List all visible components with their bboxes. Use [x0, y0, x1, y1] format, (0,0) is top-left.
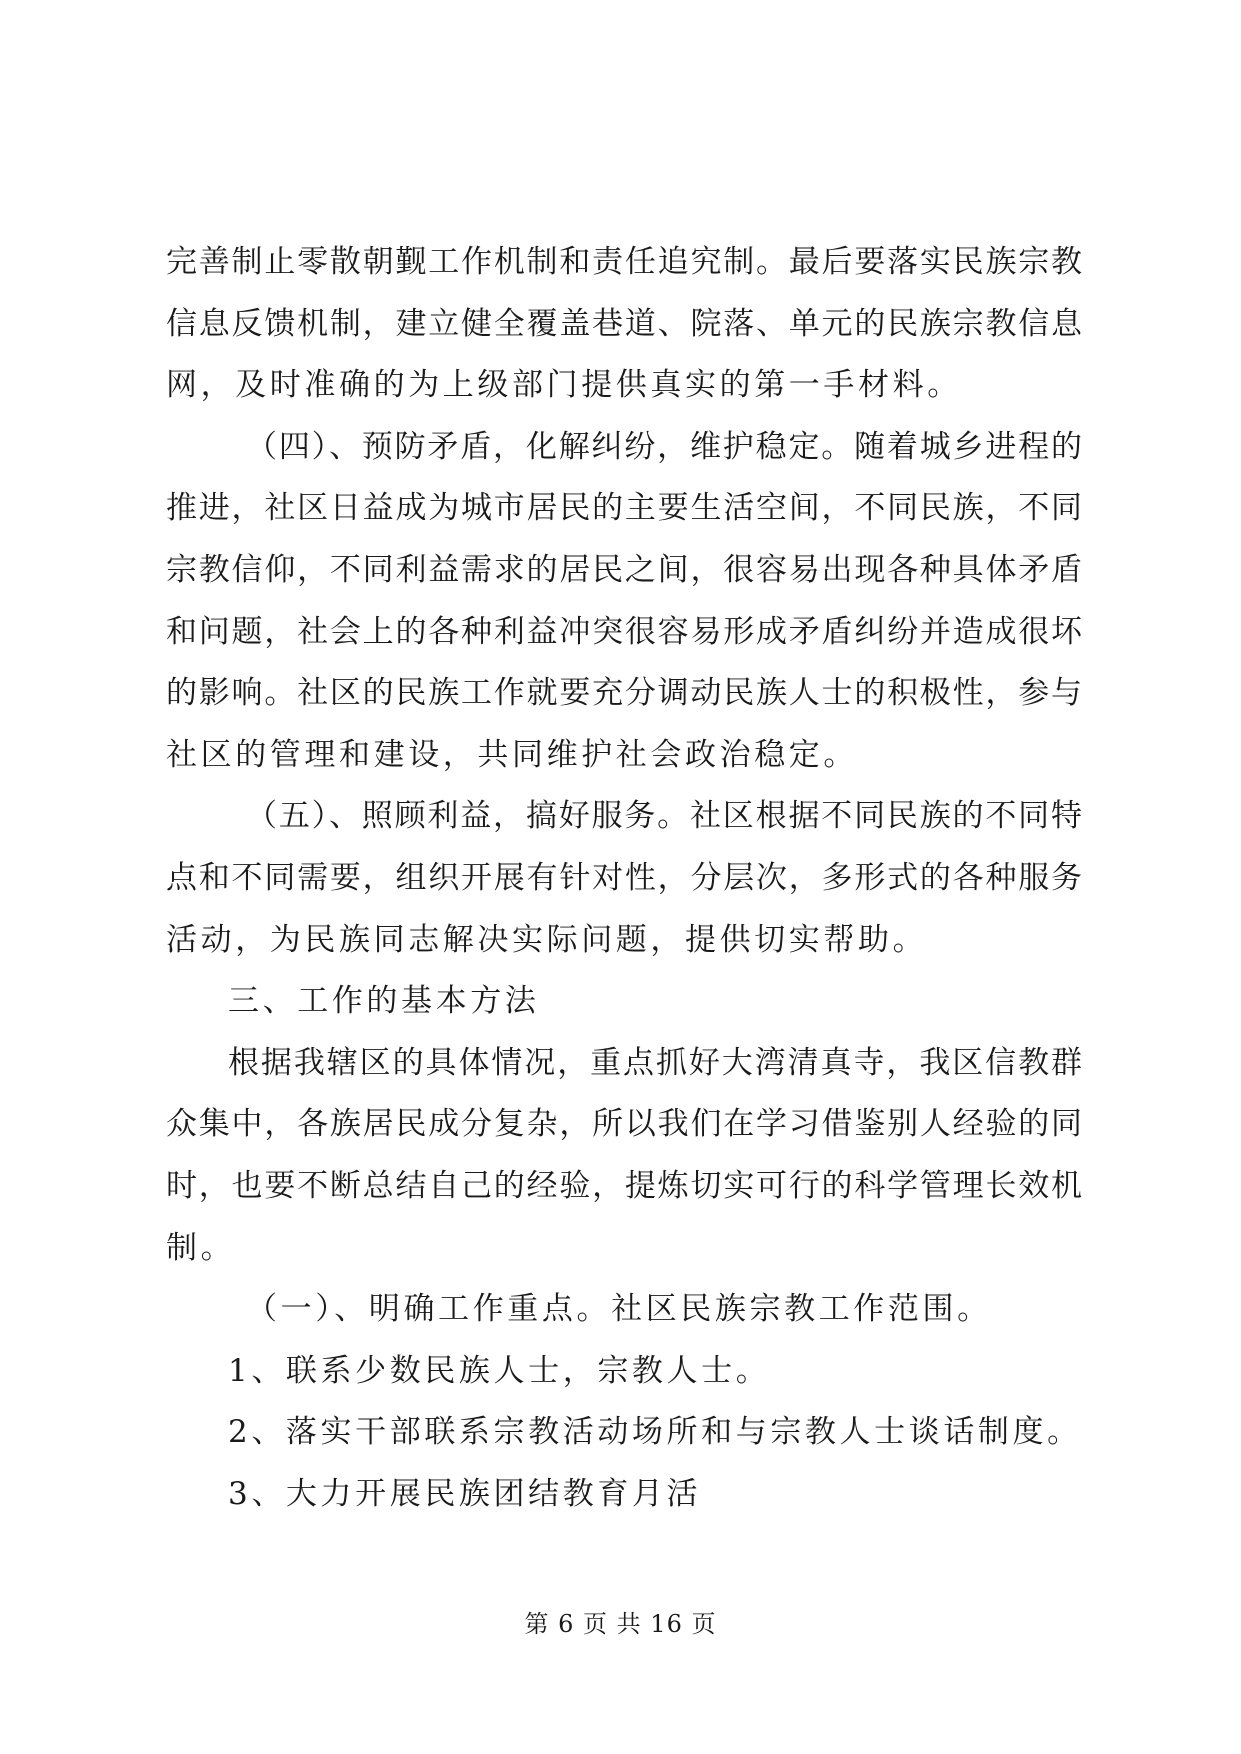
text-line: 活动，为民族同志解决实际问题，提供切实帮助。 [166, 921, 928, 958]
text-line: 和问题，社会上的各种利益冲突很容易形成矛盾纠纷并造成很坏 [166, 613, 1082, 650]
text-line: 网，及时准确的为上级部门提供真实的第一手材料。 [166, 367, 962, 404]
list-item: 2、落实干部联系宗教活动场所和与宗教人士谈话制度。 [228, 1414, 1082, 1451]
text-line: 众集中，各族居民成分复杂，所以我们在学习借鉴别人经验的同 [166, 1106, 1082, 1143]
text-line: 社区的管理和建设，共同维护社会政治稳定。 [166, 736, 858, 773]
list-item: 1、联系少数民族人士，宗教人士。 [228, 1352, 771, 1389]
paragraph-heading-1: （一）、明确工作重点。社区民族宗教工作范围。 [246, 1291, 992, 1328]
section-heading: 三、工作的基本方法 [228, 983, 540, 1020]
paragraph-heading-5: （五）、照顾利益，搞好服务。社区根据不同民族的不同特 [246, 798, 1082, 835]
text-line: 制。 [166, 1229, 236, 1266]
body-text [166, 232, 1082, 1525]
paragraph-heading-4: （四）、预防矛盾，化解纠纷，维护稳定。随着城乡进程的 [246, 428, 1082, 465]
text-line: 的影响。社区的民族工作就要充分调动民族人士的积极性，参与 [166, 675, 1082, 712]
text-line: 推进，社区日益成为城市居民的主要生活空间，不同民族，不同 [166, 490, 1082, 527]
list-item: 3、大力开展民族团结教育月活 [228, 1475, 702, 1512]
text-line: 时，也要不断总结自己的经验，提炼切实可行的科学管理长效机 [166, 1167, 1082, 1204]
text-line: 根据我辖区的具体情况，重点抓好大湾清真寺，我区信教群 [228, 1044, 1082, 1081]
text-line: 点和不同需要，组织开展有针对性，分层次，多形式的各种服务 [166, 859, 1082, 896]
page-number: 第 6 页 共 16 页 [524, 1610, 717, 1638]
text-line: 宗教信仰，不同利益需求的居民之间，很容易出现各种具体矛盾 [166, 551, 1082, 588]
text-line: 信息反馈机制，建立健全覆盖巷道、院落、单元的民族宗教信息 [166, 305, 1082, 342]
text-line: 完善制止零散朝觐工作机制和责任追究制。最后要落实民族宗教 [166, 244, 1082, 280]
